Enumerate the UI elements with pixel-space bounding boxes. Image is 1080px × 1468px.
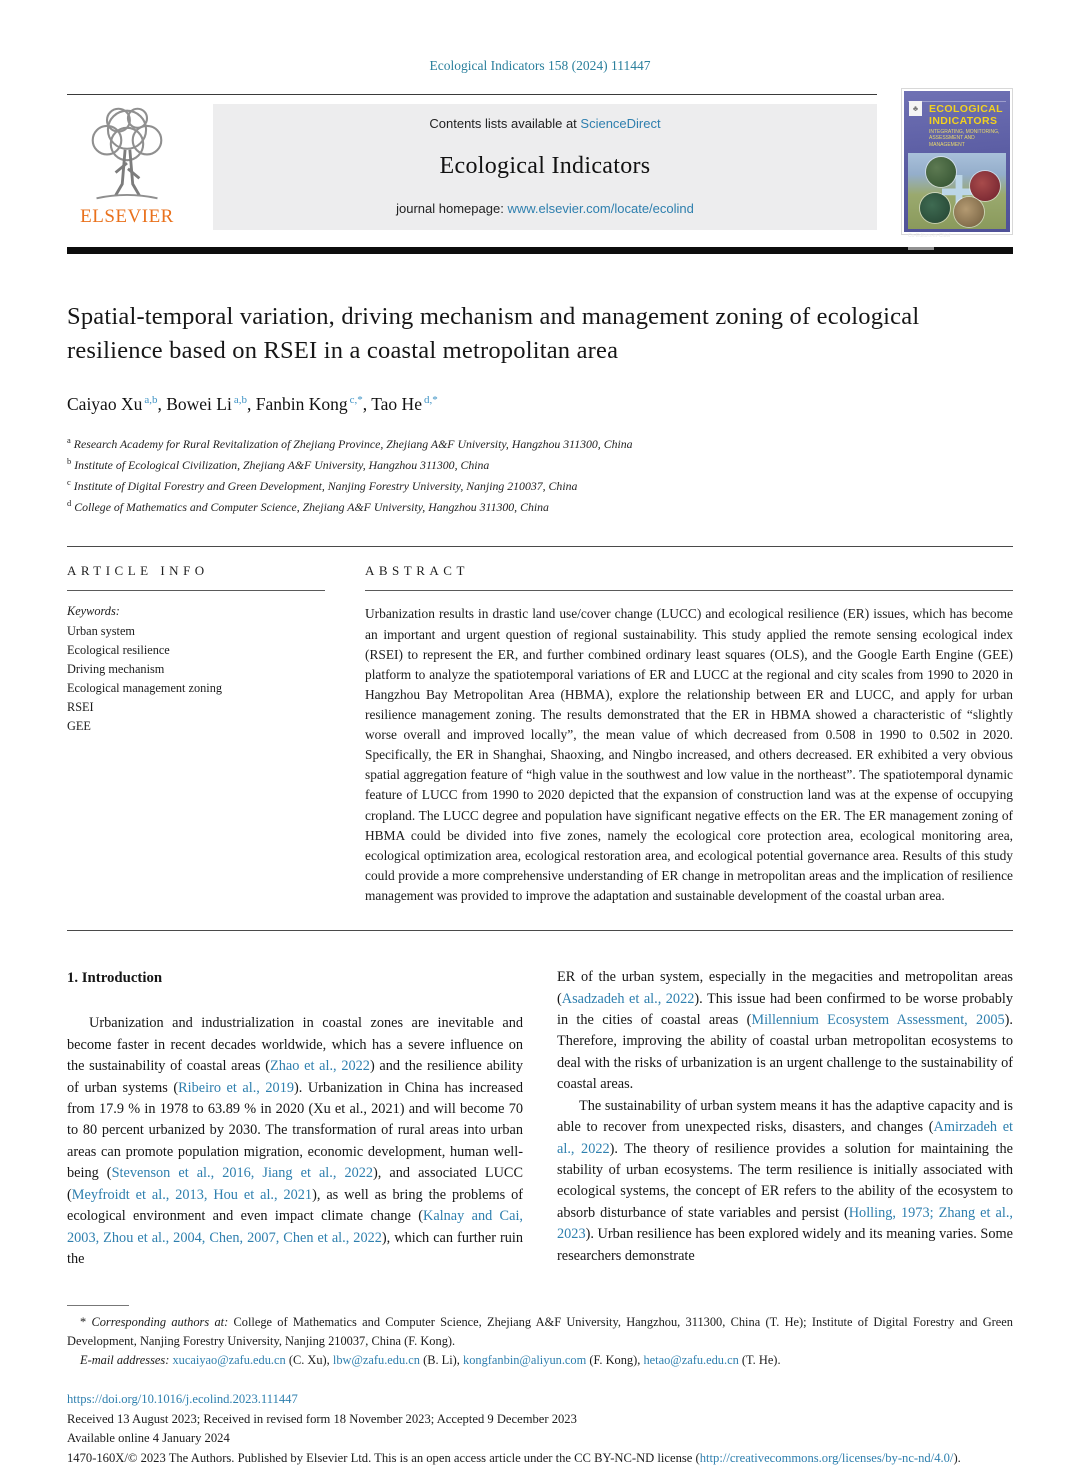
text-segment: ), and associated LUCC (: [67, 1165, 523, 1203]
text-segment: , Tao He: [362, 393, 422, 414]
journal-citation-header: Ecological Indicators 158 (2024) 111447: [429, 58, 651, 73]
text-segment: ).: [953, 1450, 961, 1465]
header-divider-bar: [67, 247, 1013, 254]
affiliation-marker: b: [67, 455, 72, 466]
text-segment: (F. Kong),: [586, 1352, 644, 1367]
inline-link[interactable]: Holling, 1973; Zhang et al., 2023: [557, 1204, 1013, 1243]
doi-link[interactable]: https://doi.org/10.1016/j.ecolind.2023.111447: [67, 1392, 298, 1407]
cover-photo-circle: [970, 171, 1000, 201]
available-online-line: Available online 4 January 2024: [67, 1431, 230, 1446]
homepage-prefix: journal homepage:: [396, 201, 508, 216]
keyword-item: GEE: [67, 718, 91, 733]
text-segment: ), as well as bring the problems of ecological environment and even impact climate change (: [67, 1186, 523, 1225]
cover-editor-name-bar: [908, 242, 934, 245]
inline-link[interactable]: Meyfroidt et al., 2013, Hou et al., 2021: [71, 1186, 313, 1203]
cover-top-strip: [908, 95, 1006, 102]
cover-photo-collage: [908, 153, 1006, 229]
affiliation-marker: a: [67, 434, 71, 445]
corresponding-authors-note: [67, 1313, 1013, 1351]
text-segment: College of Mathematics and Computer Science, Zhejiang A&F University, Hangzhou, 311300, China (T. He); Institute of Digital Forestry and Green Development, Nanjing Forestry University, Nanjing 210037, China (F. Kong).: [67, 1314, 1013, 1348]
keyword-item: Urban system: [67, 623, 135, 638]
text-segment: ), which can further ruin the: [67, 1229, 523, 1268]
inline-link[interactable]: xucaiyao@zafu.edu.cn: [172, 1352, 286, 1367]
inline-link[interactable]: a,b: [233, 393, 247, 406]
homepage-line: [213, 201, 877, 216]
affiliation-b: $^b$ Institute of Ecological Civilization, Zhejiang A&F University, Hangzhou 311300, China: [67, 455, 490, 472]
text-segment: , Fanbin Kong: [247, 393, 348, 414]
text-segment: *: [80, 1314, 92, 1329]
journal-cover-thumbnail: [901, 88, 1013, 239]
abstract-header: ABSTRACT: [365, 563, 469, 579]
elsevier-logo: [67, 104, 187, 230]
text-segment: ). Urban resilience has been explored widely and its meaning varies. Some researchers demonstrate: [557, 1226, 1013, 1264]
text-segment: Caiyao Xu: [67, 393, 143, 414]
affiliation-list: [67, 433, 1013, 517]
author-list: [67, 394, 1013, 415]
cover-photo-circle: [920, 193, 950, 223]
inline-link[interactable]: kongfanbin@aliyun.com: [463, 1352, 587, 1367]
inline-link[interactable]: Amirzadeh et al., 2022: [557, 1119, 1014, 1157]
inline-link[interactable]: lbw@zafu.edu.cn: [332, 1352, 420, 1367]
elsevier-tree-icon: [79, 104, 175, 204]
inline-link[interactable]: Millennium Ecosystem Assessment, 2005: [751, 1011, 1005, 1028]
text-segment: (T. He).: [738, 1352, 781, 1367]
elsevier-wordmark: ELSEVIER: [80, 206, 174, 227]
body-right-column: [557, 967, 1013, 1270]
inline-link[interactable]: Asadzadeh et al., 2022: [561, 990, 695, 1007]
text-segment: Corresponding authors at:: [91, 1314, 229, 1329]
article-meta-block: [67, 1390, 1013, 1468]
inline-link[interactable]: hetao@zafu.edu.cn: [643, 1352, 739, 1367]
keyword-item: Ecological management zoning: [67, 680, 223, 695]
text-segment: The sustainability of urban system means it has the adaptive capacity and is able to recover from unexpected risks, disasters, and changes (: [557, 1097, 1013, 1136]
inline-link[interactable]: Zhao et al., 2022: [270, 1058, 370, 1075]
journal-banner: [213, 104, 877, 230]
text-segment: 1470-160X/© 2023 The Authors. Published by Elsevier Ltd. This is an open access article under the CC BY-NC-ND license (: [67, 1450, 700, 1465]
homepage-link[interactable]: www.elsevier.com/locate/ecolind: [507, 201, 694, 216]
abstract-text: Urbanization results in drastic land use/cover change (LUCC) and ecological resilience (ER) issues, which has become an important and urgent question of regional sustainability. This study applied the remote sensing ecological index (RSEI) to represent the ER, and further combined ordinary least squares (OLS), and the Google Earth Engine (GEE) platform to analyze the spatiotemporal variations of ER and LUCC at the regional and city scales from 1990 to 2020 in Hangzhou Bay Metropolitan Area (HBMA), explore the relationship between ER and LUCC, and apply for urban resilience management zoning. The results demonstrated that the ER in HBMA showed a characteristic of “slightly worse overall and improved locally”, the mean value of which decreased from 0.508 in 1990 to 0.502 in 2020. Specifically, the ER in Shanghai, Shaoxing, and Ningbo increased, and others decreased. ER exhibited a very obvious spatial aggregation feature of “high value in the southwest and low value in the northeast”. The spatiotemporal dynamic feature of LUCC from 1990 to 2020 depicted that the expansion of construction land was at the expense of occupying cropland. The LUCC degree and population have significant negative effects on the ER. The ER management zoning of HBMA could be divided into five zones, namely the ecological core protection area, ecological monitoring area, ecological optimization area, ecological restoration area, and ecological potential governance area. Results of this study could provide a more comprehensive understanding of ER change in metropolitan areas and the implication of resilience management was provided to improve the adaptation and sustainable development of the coastal urban area.: [365, 606, 1013, 903]
text-segment: ). Urbanization in China has increased from 17.9 % in 1978 to 63.89 % in 2020 (Xu et al., 2021) and will become 70 to 80 percent urbanized by 2030. The transformation of rural areas into urban areas can promote population migration, economic development, human well-being (: [67, 1079, 523, 1182]
cover-subtitle: INTEGRATING, MONITORING, ASSESSMENT AND MANAGEMENT: [929, 129, 1000, 148]
inline-link[interactable]: Kalnay and Cai, 2003, Zhou et al., 2004, Chen, 2007, Chen et al., 2022: [67, 1208, 523, 1246]
footnote-block: [67, 1305, 1013, 1468]
journal-title: Ecological Indicators: [439, 152, 651, 179]
inline-link[interactable]: d,*: [423, 393, 438, 406]
inline-link[interactable]: http://creativecommons.org/licenses/by-nc-nd/4.0/: [699, 1450, 954, 1465]
header-band-left: [67, 94, 877, 230]
text-segment: (B. Li),: [419, 1352, 464, 1367]
cover-editor-name-bar: [908, 247, 934, 250]
text-segment: ). The theory of resilience provides a solution for maintaining the stability of urban ecosystems. The term resilience is initially associated with ecological systems, the concept of ER refers to the ability of the ecosystem to absorb disturbance of state variables and persist (: [557, 1140, 1013, 1221]
text-segment: Urbanization and industrialization in coastal zones are inevitable and become faster in recent decades worldwide, which has a severe influence on the sustainability of coastal areas (: [67, 1015, 523, 1075]
article-title: Spatial-temporal variation, driving mechanism and management zoning of ecological resilience based on RSEI in a coastal metropolitan area: [67, 303, 920, 364]
inline-link[interactable]: Ribeiro et al., 2019: [178, 1079, 295, 1096]
keywords-label: Keywords:: [67, 604, 120, 619]
info-abstract-block: [67, 546, 1013, 906]
email-addresses-note: [67, 1351, 1013, 1370]
cover-photo-circle: [954, 197, 984, 227]
intro-paragraph-right-1: [557, 967, 1013, 1096]
inline-link[interactable]: c,*: [349, 393, 363, 406]
keyword-item: Ecological resilience: [67, 642, 170, 657]
keyword-item: Driving mechanism: [67, 661, 165, 676]
intro-paragraph-left: [67, 1013, 523, 1270]
received-dates-line: Received 13 August 2023; Received in revised form 18 November 2023; Accepted 9 December 2023: [67, 1411, 577, 1426]
cover-title-line2: INDICATORS: [929, 114, 998, 127]
body-left-column: [67, 967, 523, 1270]
text-segment: ER of the urban system, especially in the megacities and metropolitan areas (: [557, 969, 1013, 1007]
text-segment: , Bowei Li: [157, 393, 232, 414]
footnote-rule: [67, 1305, 129, 1306]
abstract-column: [365, 547, 1013, 906]
abstract-bottom-rule: [67, 930, 1013, 931]
inline-link[interactable]: Stevenson et al., 2016, Jiang et al., 2022: [111, 1165, 374, 1182]
journal-cover-art: [904, 91, 1010, 239]
body-columns: [67, 967, 1013, 1270]
affiliation-a: $^a$ Research Academy for Rural Revitalization of Zhejiang Province, Zhejiang A&F University, Hangzhou 311300, China: [67, 434, 633, 451]
text-segment: E-mail addresses:: [80, 1352, 170, 1367]
affiliation-d: $^d$ College of Mathematics and Computer Science, Zhejiang A&F University, Hangzhou 311300, China: [67, 497, 549, 514]
cover-title-line1: ECOLOGICAL: [929, 103, 1003, 115]
cover-editors-label: Co-Editors-in-Chief: [908, 233, 1006, 250]
contents-line: [213, 116, 877, 131]
affiliation-c: $^c$ Institute of Digital Forestry and Green Development, Nanjing Forestry University, Nanjing 210037, China: [67, 476, 578, 493]
text-segment: ) and the resilience ability of urban systems (: [67, 1058, 523, 1096]
text-segment: ). This issue had been confirmed to be worse probably in the cities of coastal areas (: [557, 990, 1013, 1028]
intro-paragraph-right-2: [557, 1096, 1013, 1268]
copyright-line: [67, 1449, 1013, 1468]
sciencedirect-link[interactable]: ScienceDirect: [580, 116, 661, 131]
keywords-list: [67, 591, 325, 735]
contents-prefix: Contents lists available at: [429, 116, 581, 131]
cover-elsevier-mark-icon: ♣: [909, 101, 922, 116]
keyword-item: RSEI: [67, 699, 94, 714]
journal-header-band: [67, 94, 1013, 239]
affiliation-marker: c: [67, 476, 71, 487]
text-segment: ). Therefore, improving the ability of coastal urban metropolitan ecosystems to deal with the risks of urbanization is an urgent challenge to the sustainability of coastal areas.: [557, 1011, 1013, 1093]
article-info-header: ARTICLE INFO: [67, 563, 209, 579]
introduction-heading: 1. Introduction: [67, 970, 163, 987]
inline-link[interactable]: a,b: [144, 393, 158, 406]
cover-photo-circle: [926, 157, 956, 187]
text-segment: (C. Xu),: [285, 1352, 333, 1367]
article-info-column: [67, 547, 325, 906]
affiliation-marker: d: [67, 497, 72, 508]
